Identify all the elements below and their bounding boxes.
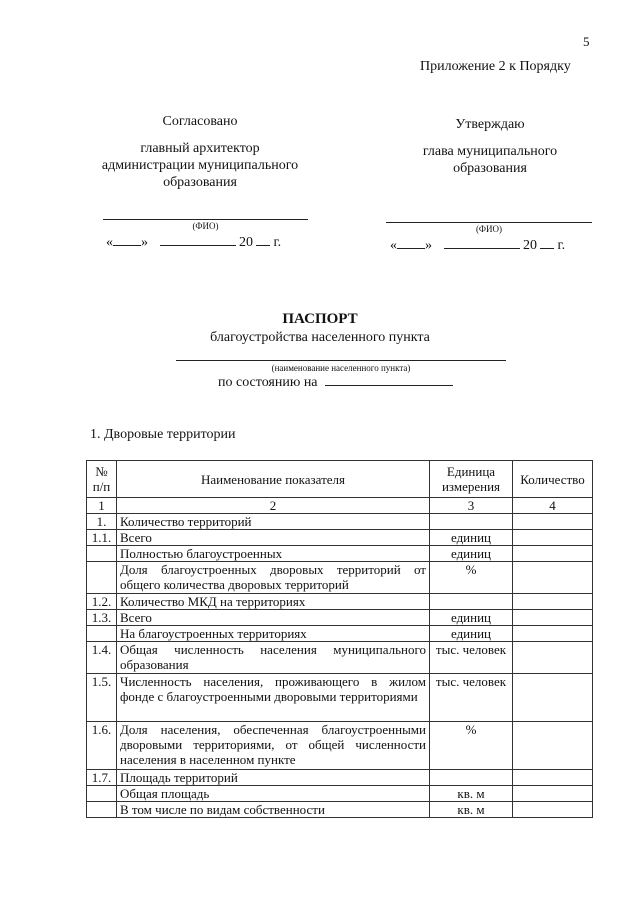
- row-indicator-name: Количество МКД на территориях: [117, 594, 430, 610]
- year-blank: [256, 245, 270, 246]
- row-indicator-name: Всего: [117, 610, 430, 626]
- row-number: [87, 786, 117, 802]
- table-row: [87, 770, 593, 786]
- table-row: [87, 562, 593, 594]
- table-row: [87, 514, 593, 530]
- row-indicator-name: Площадь территорий: [117, 770, 430, 786]
- row-indicator-name: Полностью благоустроенных: [117, 546, 430, 562]
- left-fio-caption: (ФИО): [192, 221, 219, 231]
- table-row: [87, 786, 593, 802]
- year-prefix: 20: [523, 238, 537, 253]
- row-quantity: [513, 722, 593, 770]
- row-indicator-name: Численность населения, проживающего в жилом фонде с благоустроенными дворовыми территориями: [117, 674, 430, 722]
- row-quantity: [513, 514, 593, 530]
- year-prefix: 20: [239, 235, 253, 250]
- row-quantity: [513, 594, 593, 610]
- right-line: глава муниципального: [422, 144, 558, 159]
- year-suffix: г.: [557, 238, 566, 253]
- row-number: 1.3.: [87, 610, 117, 626]
- table-header-row: [87, 461, 593, 498]
- row-number: [87, 562, 117, 594]
- day-blank: [113, 245, 141, 246]
- table-row: [87, 802, 593, 818]
- approve-heading: Утверждаю: [455, 117, 525, 132]
- table-row: [87, 626, 593, 642]
- row-number: 1.: [87, 514, 117, 530]
- header-cell: Наименование показателя: [117, 461, 430, 498]
- row-unit: [430, 594, 513, 610]
- row-unit: единиц: [430, 626, 513, 642]
- row-quantity: [513, 786, 593, 802]
- left-block: [90, 114, 310, 191]
- right-line: образования: [453, 161, 527, 176]
- row-unit: %: [430, 562, 513, 594]
- right-fio-line: [386, 222, 592, 223]
- agreed-heading: Согласовано: [162, 114, 238, 129]
- table-row: [87, 546, 593, 562]
- header-cell: Единица измерения: [430, 461, 513, 498]
- as-of-blank: [325, 385, 453, 386]
- row-quantity: [513, 770, 593, 786]
- page-number: 5: [583, 34, 590, 49]
- row-number: [87, 546, 117, 562]
- year-blank: [540, 248, 554, 249]
- settlement-name-line: [176, 360, 506, 361]
- day-blank: [397, 248, 425, 249]
- settlement-name-caption: (наименование населенного пункта): [271, 363, 411, 373]
- right-block: [395, 117, 585, 177]
- row-indicator-name: Количество территорий: [117, 514, 430, 530]
- left-date: [106, 235, 306, 251]
- row-number: 1.6.: [87, 722, 117, 770]
- indicators-table: [86, 460, 593, 818]
- row-unit: единиц: [430, 546, 513, 562]
- quote-close: »: [141, 235, 148, 250]
- row-number: 1.4.: [87, 642, 117, 674]
- table-row: [87, 642, 593, 674]
- row-number: [87, 802, 117, 818]
- row-quantity: [513, 642, 593, 674]
- row-unit: тыс. человек: [430, 642, 513, 674]
- row-unit: [430, 770, 513, 786]
- row-number: 1.1.: [87, 530, 117, 546]
- row-unit: [430, 514, 513, 530]
- row-number: 1.5.: [87, 674, 117, 722]
- section-title: 1. Дворовые территории: [90, 427, 236, 442]
- column-number: 3: [430, 498, 513, 514]
- left-line: главный архитектор: [140, 141, 260, 156]
- row-indicator-name: В том числе по видам собственности: [117, 802, 430, 818]
- left-line: администрации муниципального: [101, 158, 299, 173]
- year-suffix: г.: [273, 235, 282, 250]
- column-number: 1: [87, 498, 117, 514]
- quote-open: «: [106, 235, 113, 250]
- row-unit: кв. м: [430, 802, 513, 818]
- quote-open: «: [390, 238, 397, 253]
- column-number-row: [87, 498, 593, 514]
- header-cell: Количество: [513, 461, 593, 498]
- table-row: [87, 530, 593, 546]
- table-row: [87, 594, 593, 610]
- row-quantity: [513, 610, 593, 626]
- row-indicator-name: На благоустроенных территориях: [117, 626, 430, 642]
- appendix-label: Приложение 2 к Порядку: [420, 59, 571, 74]
- row-unit: тыс. человек: [430, 674, 513, 722]
- row-unit: %: [430, 722, 513, 770]
- table-row: [87, 610, 593, 626]
- row-indicator-name: Всего: [117, 530, 430, 546]
- row-number: [87, 626, 117, 642]
- row-quantity: [513, 626, 593, 642]
- right-date: [390, 238, 592, 254]
- month-blank: [444, 248, 520, 249]
- row-unit: кв. м: [430, 786, 513, 802]
- row-unit: единиц: [430, 530, 513, 546]
- row-number: 1.7.: [87, 770, 117, 786]
- right-fio-caption: (ФИО): [475, 224, 503, 234]
- column-number: 4: [513, 498, 593, 514]
- row-quantity: [513, 546, 593, 562]
- table-row: [87, 674, 593, 722]
- row-quantity: [513, 562, 593, 594]
- row-quantity: [513, 530, 593, 546]
- as-of-line: [218, 375, 488, 391]
- row-indicator-name: Доля благоустроенных дворовых территорий от общего количества дворовых территорий: [117, 562, 430, 594]
- table-row: [87, 722, 593, 770]
- passport-title: ПАСПОРТ: [282, 311, 358, 327]
- row-unit: единиц: [430, 610, 513, 626]
- header-cell: № п/п: [87, 461, 117, 498]
- row-number: 1.2.: [87, 594, 117, 610]
- left-fio-line: [103, 219, 308, 220]
- left-line: образования: [163, 175, 237, 190]
- quote-close: »: [425, 238, 432, 253]
- row-indicator-name: Доля населения, обеспеченная благоустроенными дворовыми территориями, от общей численности населения в населенном пункте: [117, 722, 430, 770]
- as-of-label: по состоянию на: [218, 375, 318, 390]
- month-blank: [160, 245, 236, 246]
- column-number: 2: [117, 498, 430, 514]
- row-indicator-name: Общая площадь: [117, 786, 430, 802]
- passport-subtitle: благоустройства населенного пункта: [210, 330, 430, 345]
- row-quantity: [513, 802, 593, 818]
- row-quantity: [513, 674, 593, 722]
- row-indicator-name: Общая численность населения муниципального образования: [117, 642, 430, 674]
